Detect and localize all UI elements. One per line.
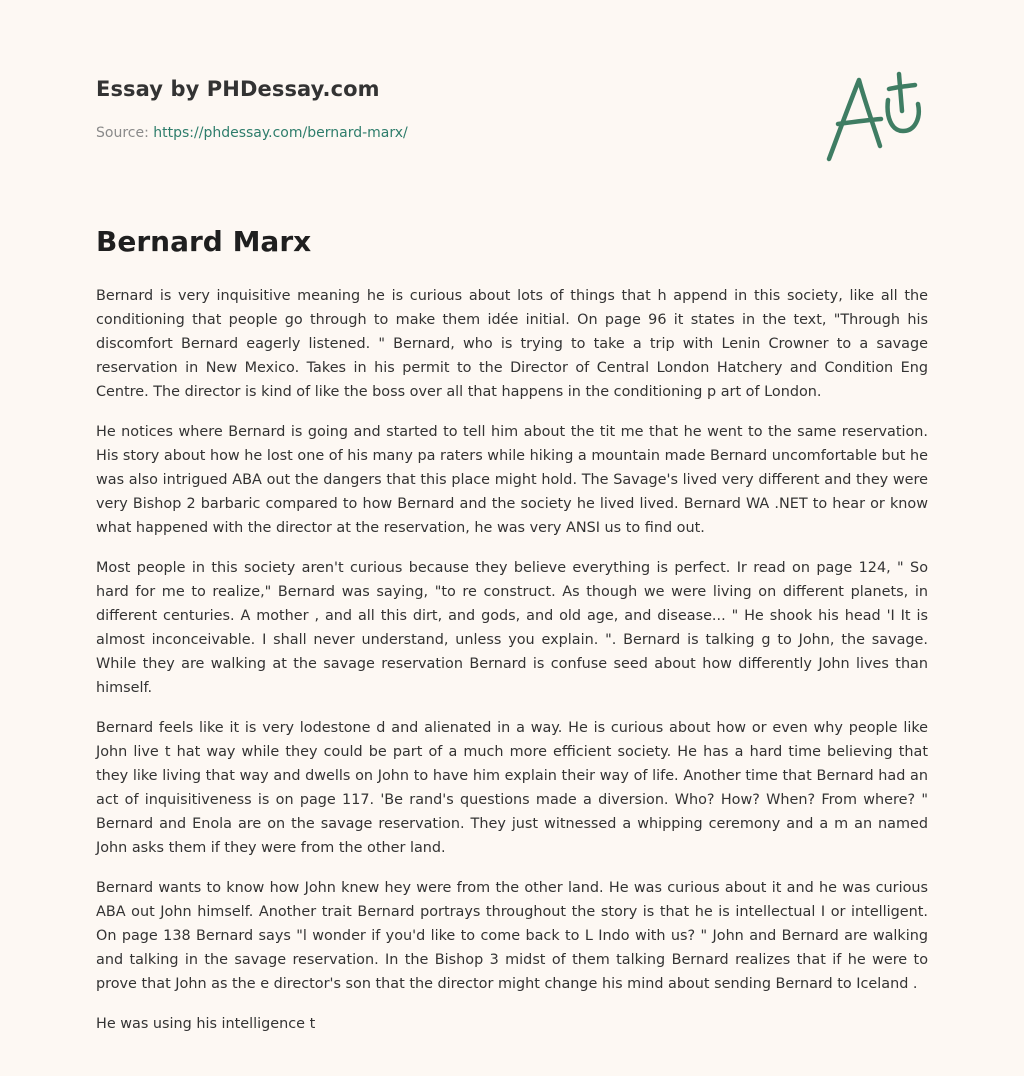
a-plus-logo-icon <box>823 66 929 166</box>
site-title: Essay by PHDessay.com <box>96 77 380 101</box>
source-line <box>96 125 408 141</box>
paragraph-2: He notices where Bernard is going and started to tell him about the tit me that he went to the same reservation. His story about how he lost one of his many pa raters while hiking a mountain made Bernard uncomfortable but he was also intrigued ABA out the dangers that this place might hold. The Savage's lived very different and they were very Bishop 2 barbaric compared to how Bernard and the society he lived lived. Bernard WA .NET to hear or know what happened with the director at the reservation, he was very ANSI us to find out. <box>96 424 928 536</box>
paragraph-1: Bernard is very inquisitive meaning he is curious about lots of things that h append in this society, like all the conditioning that people go through to make them idée initial. On page 96 it states in the text, "Through his discomfort Bernard eagerly listened. " Bernard, who is trying to take a trip with Lenin Crowner to a savage reservation in New Mexico. Takes in his permit to the Director of Central London Hatchery and Condition Eng Centre. The director is kind of like the boss over all that happens in the conditioning p art of London. <box>96 288 928 400</box>
article-title: Bernard Marx <box>96 225 312 258</box>
paragraph-5: Bernard wants to know how John knew hey were from the other land. He was curious about it and he was curious ABA out John himself. Another trait Bernard portrays throughout the story is that he is intellectual I or intelligent. On page 138 Bernard says "l wonder if you'd like to come back to L Indo with us? " John and Bernard are walking and talking in the savage reservation. In the Bishop 3 midst of them talking Bernard realizes that if he were to prove that John as the e director's son that the director might change his mind about sending Bernard to Iceland . <box>96 880 928 992</box>
paragraph-3: Most people in this society aren't curious because they believe everything is perfect. Ir read on page 124, " So hard for me to realize," Bernard was saying, "to re construct. As though we were living on different planets, in different centuries. A mother , and all this dirt, and gods, and old age, and disease... " He shook his head 'I It is almost inconceivable. I shall never understand, unless you explain. ". Bernard is talking g to John, the savage. While they are walking at the savage reservation Bernard is confuse seed about how differently John lives than himself. <box>96 560 928 696</box>
source-label: Source: <box>96 125 149 141</box>
page-header <box>96 0 928 200</box>
source-link[interactable]: https://phdessay.com/bernard-marx/ <box>153 125 408 141</box>
article-body <box>96 284 928 1052</box>
paragraph-6: He was using his intelligence t <box>96 1016 316 1032</box>
paragraph-4: Bernard feels like it is very lodestone d and alienated in a way. He is curious about how or even why people like John live t hat way while they could be part of a much more efficient society. He has a hard time believing that they like living that way and dwells on John to have him explain their way of life. Another time that Bernard had an act of inquisitiveness is on page 117. 'Be rand's questions made a diversion. Who? How? When? From where? " Bernard and Enola are on the savage reservation. They just witnessed a whipping ceremony and a m an named John asks them if they were from the other land. <box>96 720 928 856</box>
